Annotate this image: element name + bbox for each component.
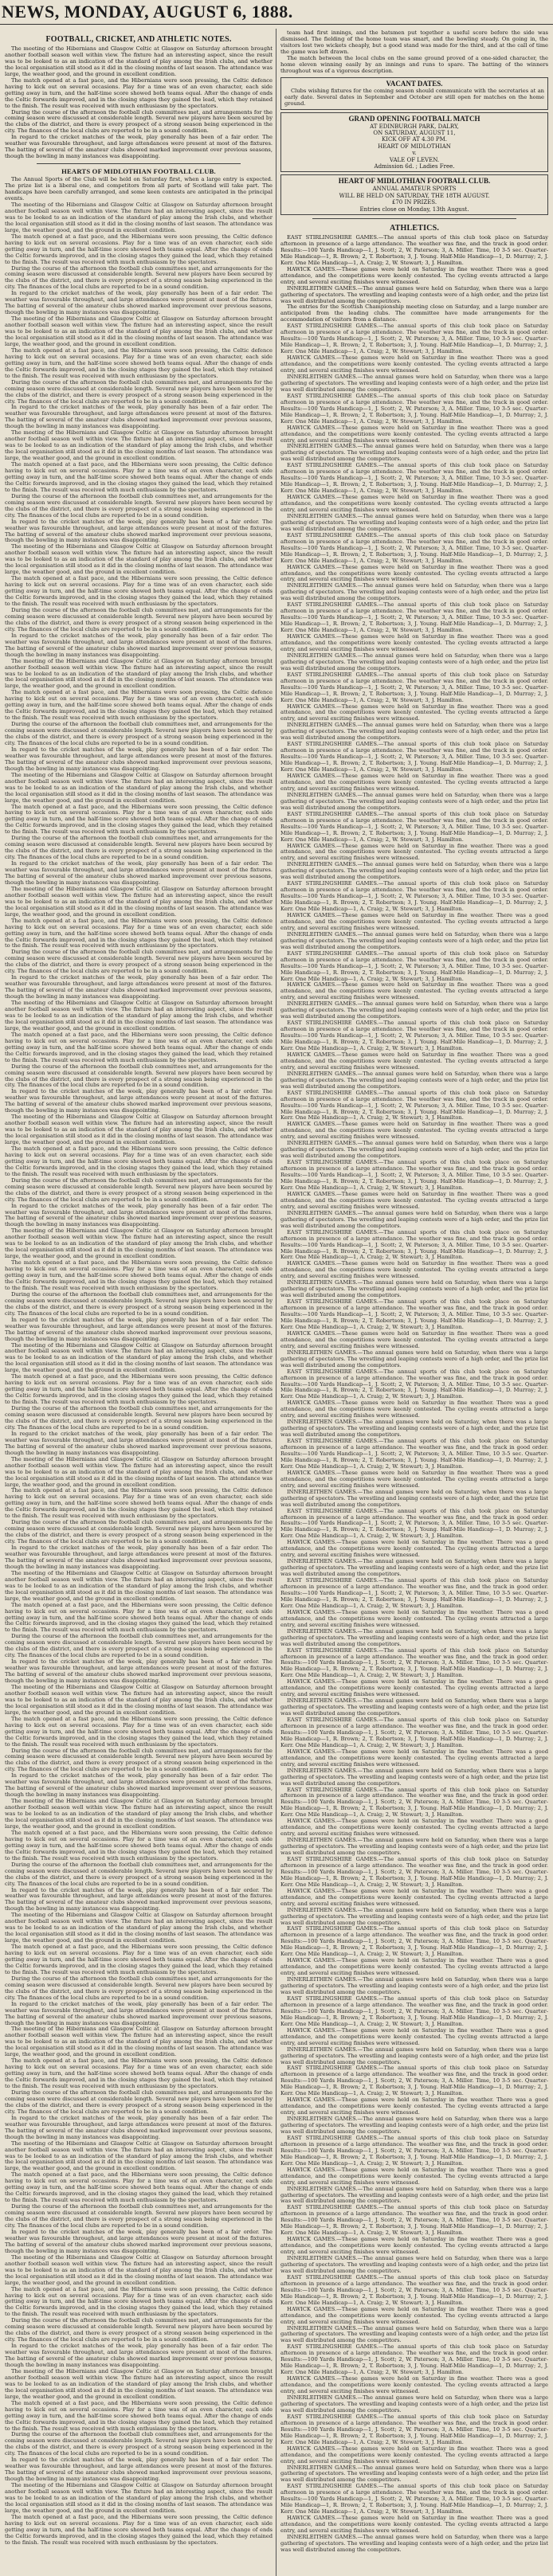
- article-paragraph: During the course of the afternoon the football club committees met, and arrangements for the coming season were discussed at considerable length. Several new players have been secured by the clubs of the district, and there is every prospect of a strong season being experienced in the city. The finances of the local clubs are reported to be in a sound condition.: [5, 492, 273, 519]
- article-paragraph: HAWICK GAMES.—These games were held on Saturday in fine weather. There was a good attendance, and the competitions were keenly contested. The cycling events attracted a large entry, and several exciting finishes were witnessed.: [280, 981, 548, 1001]
- article-paragraph: The meeting of the Hibernians and Glasgow Celtic at Glasgow on Saturday afternoon brought another football season well within view. The fixture had an interesting aspect, since the result was to be looked to as an indication of the standard of play among the Irish clubs, and whether the local organisation still stood as it did in the closing months of last season. The attendance was large, the weather good, and the ground in excellent condition.: [5, 2026, 273, 2058]
- article-paragraph: HAWICK GAMES.—These games were held on Saturday in fine weather. There was a good attendance, and the competitions were keenly contested. The cycling events attracted a large entry, and several exciting finishes were witnessed.: [280, 2445, 548, 2464]
- divider: [312, 218, 516, 219]
- notice-line: HEART OF MIDLOTHIAN: [378, 143, 451, 150]
- left-column-continuation: [5, 202, 273, 2547]
- notice-line: KICK OFF AT 4.30 PM.: [382, 136, 447, 143]
- article-paragraph: INNERLEITHEN GAMES.—The annual games were held on Saturday, when there was a large gathering of spectators. The wrestling and leaping contests were of a high order, and the prize list was well distributed among the competitors.: [280, 1000, 548, 1020]
- article-paragraph: The meeting of the Hibernians and Glasgow Celtic at Glasgow on Saturday afternoon brought another football season well within view. The fixture had an interesting aspect, since the result was to be looked to as an indication of the standard of play among the Irish clubs, and whether the local organisation still stood as it did in the closing months of last season. The attendance was large, the weather good, and the ground in excellent condition.: [5, 2482, 273, 2514]
- right-column-continuation: [280, 323, 548, 2554]
- article-paragraph: HAWICK GAMES.—These games were held on Saturday in fine weather. There was a good attendance, and the competitions were keenly contested. The cycling events attracted a large entry, and several exciting finishes were witnessed.: [280, 494, 548, 513]
- article-paragraph: EAST STIRLINGSHIRE GAMES.—The annual sports of this club took place on Saturday afternoon in presence of a large attendance. The weather was fine, and the track in good order. Results:—100 Yards Handicap—1, J. Scott; 2, W. Paterson; 3, A. Miller. Time, 10 3-5 sec. Quarter-Mile Handicap—1, R. Brown; 2, T. Robertson; 3, J. Young. Half-Mile Handicap—1, D. Murray; 2, J. Kerr. One Mile Handicap—1, A. Craig; 2, W. Stewart; 3, J. Hamilton.: [280, 392, 548, 425]
- article-paragraph: In regard to the cricket matches of the week, play generally has been of a fair order. The weather was favourable throughout, and large attendances were present at most of the fixtures. The batting of several of the amateur clubs showed marked improvement over previous seasons, though the bowling in many instances was disappointing.: [5, 1544, 273, 1570]
- notice-line: AT EDINBURGH PARK, DALRY,: [370, 123, 459, 130]
- notices: [280, 77, 548, 215]
- article-paragraph: The match opened at a fast pace, and the Hibernians were soon pressing, the Celtic defence having to kick out on several occasions. Play for a time was of an even character, each side getting away in turn, and the half-time score showed both teams equal. After the change of ends the Celtic forwards improved, and in the closing stages they gained the lead, which they retained to the finish. The result was received with much enthusiasm by the spectators.: [5, 2513, 273, 2546]
- article-paragraph: INNERLEITHEN GAMES.—The annual games were held on Saturday, when there was a large gathering of spectators. The wrestling and leaping contests were of a high order, and the prize list was well distributed among the competitors.: [280, 2046, 548, 2065]
- article-paragraph: The meeting of the Hibernians and Glasgow Celtic at Glasgow on Saturday afternoon brought another football season well within view. The fixture had an interesting aspect, since the result was to be looked to as an indication of the standard of play among the Irish clubs, and whether the local organisation still stood as it did in the closing months of last season. The attendance was large, the weather good, and the ground in excellent condition.: [5, 1798, 273, 1830]
- article-paragraph: INNERLEITHEN GAMES.—The annual games were held on Saturday, when there was a large gathering of spectators. The wrestling and leaping contests were of a high order, and the prize list was well distributed among the competitors.: [280, 1767, 548, 1787]
- article-paragraph: HAWICK GAMES.—These games were held on Saturday in fine weather. There was a good attendance, and the competitions were keenly contested. The cycling events attracted a large entry, and several exciting finishes were witnessed.: [280, 2515, 548, 2535]
- article-paragraph: EAST STIRLINGSHIRE GAMES.—The annual sports of this club took place on Saturday afternoon in presence of a large attendance. The weather was fine, and the track in good order. Results:—100 Yards Handicap—1, J. Scott; 2, W. Paterson; 3, A. Miller. Time, 10 3-5 sec. Quarter-Mile Handicap—1, R. Brown; 2, T. Robertson; 3, J. Young. Half-Mile Handicap—1, D. Murray; 2, J. Kerr. One Mile Handicap—1, A. Craig; 2, W. Stewart; 3, J. Hamilton.: [280, 2413, 548, 2445]
- article-paragraph: INNERLEITHEN GAMES.—The annual games were held on Saturday, when there was a large gathering of spectators. The wrestling and leaping contests were of a high order, and the prize list was well distributed among the competitors.: [280, 1697, 548, 1717]
- article-paragraph: HAWICK GAMES.—These games were held on Saturday in fine weather. There was a good attendance, and the competitions were keenly contested. The cycling events attracted a large entry, and several exciting finishes were witnessed.: [280, 1887, 548, 1907]
- article-paragraph: In regard to the cricket matches of the week, play generally has been of a fair order. The weather was favourable throughout, and large attendances were present at most of the fixtures. The batting of several of the amateur clubs showed marked improvement over previous seasons, though the bowling in many instances was disappointing.: [5, 1202, 273, 1228]
- article-paragraph: HAWICK GAMES.—These games were held on Saturday in fine weather. There was a good attendance, and the competitions were keenly contested. The cycling events attracted a large entry, and several exciting finishes were witnessed.: [280, 1539, 548, 1559]
- article-paragraph: EAST STIRLINGSHIRE GAMES.—The annual sports of this club took place on Saturday afternoon in presence of a large attendance. The weather was fine, and the track in good order. Results:—100 Yards Handicap—1, J. Scott; 2, W. Paterson; 3, A. Miller. Time, 10 3-5 sec. Quarter-Mile Handicap—1, R. Brown; 2, T. Robertson; 3, J. Young. Half-Mile Handicap—1, D. Murray; 2, J. Kerr. One Mile Handicap—1, A. Craig; 2, W. Stewart; 3, J. Hamilton.: [280, 1368, 548, 1400]
- article-paragraph: The match opened at a fast pace, and the Hibernians were soon pressing, the Celtic defence having to kick out on several occasions. Play for a time was of an even character, each side getting away in turn, and the half-time score showed both teams equal. After the change of ends the Celtic forwards improved, and in the closing stages they gained the lead, which they retained to the finish. The result was received with much enthusiasm by the spectators.: [5, 1715, 273, 1748]
- article-paragraph: HAWICK GAMES.—These games were held on Saturday in fine weather. There was a good attendance, and the competitions were keenly contested. The cycling events attracted a large entry, and several exciting finishes were witnessed.: [280, 2375, 548, 2395]
- article-paragraph: The match opened at a fast pace, and the Hibernians were soon pressing, the Celtic defence having to kick out on several occasions. Play for a time was of an even character, each side getting away in turn, and the half-time score showed both teams equal. After the change of ends the Celtic forwards improved, and in the closing stages they gained the lead, which they retained to the finish. The result was received with much enthusiasm by the spectators.: [5, 2171, 273, 2204]
- article-paragraph: INNERLEITHEN GAMES.—The annual games were held on Saturday, when there was a large gathering of spectators. The wrestling and leaping contests were of a high order, and the prize list was well distributed among the competitors.: [280, 1070, 548, 1090]
- article-paragraph: In regard to the cricket matches of the week, play generally has been of a fair order. The weather was favourable throughout, and large attendances were present at most of the fixtures. The batting of several of the amateur clubs showed marked improvement over previous seasons, though the bowling in many instances was disappointing.: [5, 974, 273, 1000]
- article-paragraph: INNERLEITHEN GAMES.—The annual games were held on Saturday, when there was a large gathering of spectators. The wrestling and leaping contests were of a high order, and the prize list was well distributed among the competitors.: [280, 1627, 548, 1647]
- article-paragraph: The match opened at a fast pace, and the Hibernians were soon pressing, the Celtic defence having to kick out on several occasions. Play for a time was of an even character, each side getting away in turn, and the half-time score showed both teams equal. After the change of ends the Celtic forwards improved, and in the closing stages they gained the lead, which they retained to the finish. The result was received with much enthusiasm by the spectators.: [5, 803, 273, 836]
- article-paragraph: HAWICK GAMES.—These games were held on Saturday in fine weather. There was a good attendance, and the competitions were keenly contested. The cycling events attracted a large entry, and several exciting finishes were witnessed.: [280, 2096, 548, 2116]
- article-paragraph: During the course of the afternoon the football club committees met, and arrangements for the coming season were discussed at considerable length. Several new players have been secured by the clubs of the district, and there is every prospect of a strong season being experienced in the city. The finances of the local clubs are reported to be in a sound condition.: [5, 2089, 273, 2115]
- article-paragraph: INNERLEITHEN GAMES.—The annual games were held on Saturday, when there was a large gathering of spectators. The wrestling and leaping contests were of a high order, and the prize list was well distributed among the competitors.: [280, 791, 548, 811]
- article-paragraph: HAWICK GAMES.—These games were held on Saturday in fine weather. There was a good attendance, and the competitions were keenly contested. The cycling events attracted a large entry, and several exciting finishes were witnessed.: [280, 633, 548, 652]
- article-paragraph: During the course of the afternoon the football club committees met, and arrangements for the coming season were discussed at considerable length. Several new players have been secured by the clubs of the district, and there is every prospect of a strong season being experienced in the city. The finances of the local clubs are reported to be in a sound condition.: [5, 1290, 273, 1317]
- article-paragraph: The meeting of the Hibernians and Glasgow Celtic at Glasgow on Saturday afternoon brought another football season well within view. The fixture had an interesting aspect, since the result was to be looked to as an indication of the standard of play among the Irish clubs, and whether the local organisation still stood as it did in the closing months of last season. The attendance was large, the weather good, and the ground in excellent condition.: [5, 885, 273, 918]
- article-paragraph: INNERLEITHEN GAMES.—The annual games were held on Saturday, when there was a large gathering of spectators. The wrestling and leaping contests were of a high order, and the prize list was well distributed among the competitors.: [280, 1209, 548, 1229]
- notice-line: Entries close on Monday, 13th August.: [359, 206, 469, 213]
- article-paragraph: The meeting of the Hibernians and Glasgow Celtic at Glasgow on Saturday afternoon brought another football season well within view. The fixture had an interesting aspect, since the result was to be looked to as an indication of the standard of play among the Irish clubs, and whether the local organisation still stood as it did in the closing months of last season. The attendance was large, the weather good, and the ground in excellent condition.: [5, 1227, 273, 1260]
- article-paragraph: In regard to the cricket matches of the week, play generally has been of a fair order. The weather was favourable throughout, and large attendances were present at most of the fixtures. The batting of several of the amateur clubs showed marked improvement over previous seasons, though the bowling in many instances was disappointing.: [5, 2343, 273, 2368]
- article-paragraph: EAST STIRLINGSHIRE GAMES.—The annual sports of this club took place on Saturday afternoon in presence of a large attendance. The weather was fine, and the track in good order. Results:—100 Yards Handicap—1, J. Scott; 2, W. Paterson; 3, A. Miller. Time, 10 3-5 sec. Quarter-Mile Handicap—1, R. Brown; 2, T. Robertson; 3, J. Young. Half-Mile Handicap—1, D. Murray; 2, J. Kerr. One Mile Handicap—1, A. Craig; 2, W. Stewart; 3, J. Hamilton.: [280, 1020, 548, 1051]
- article-paragraph: INNERLEITHEN GAMES.—The annual games were held on Saturday, when there was a large gathering of spectators. The wrestling and leaping contests were of a high order, and the prize list was well distributed among the competitors.: [280, 1279, 548, 1299]
- notice-text: Clubs wishing fixtures for the coming season should communicate with the secretaries at an early date. Several dates in September and October are still open for matches on the home ground.: [284, 87, 544, 107]
- article-paragraph: During the course of the afternoon the football club committees met, and arrangements for the coming season were discussed at considerable length. Several new players have been secured by the clubs of the district, and there is every prospect of a strong season being experienced in the city. The finances of the local clubs are reported to be in a sound condition.: [5, 1861, 273, 1887]
- article-paragraph: The match opened at a fast pace, and the Hibernians were soon pressing, the Celtic defence having to kick out on several occasions. Play for a time was of an even character, each side getting away in turn, and the half-time score showed both teams equal. After the change of ends the Celtic forwards improved, and in the closing stages they gained the lead, which they retained to the finish. The result was received with much enthusiasm by the spectators.: [5, 233, 273, 265]
- article-paragraph: In regard to the cricket matches of the week, play generally has been of a fair order. The weather was favourable throughout, and large attendances were present at most of the fixtures. The batting of several of the amateur clubs showed marked improvement over previous seasons, though the bowling in many instances was disappointing.: [5, 1316, 273, 1342]
- article-paragraph: During the course of the afternoon the football club committees met, and arrangements for the coming season were discussed at considerable length. Several new players have been secured by the clubs of the district, and there is every prospect of a strong season being experienced in the city. The finances of the local clubs are reported to be in a sound condition.: [5, 2431, 273, 2457]
- article-paragraph: INNERLEITHEN GAMES.—The annual games were held on Saturday, when there was a large gathering of spectators. The wrestling and leaping contests were of a high order, and the prize list was well distributed among the competitors.: [280, 2255, 548, 2274]
- article-paragraph: The match opened at a fast pace, and the Hibernians were soon pressing, the Celtic defence having to kick out on several occasions. Play for a time was of an even character, each side getting away in turn, and the half-time score showed both teams equal. After the change of ends the Celtic forwards improved, and in the closing stages they gained the lead, which they retained to the finish. The result was received with much enthusiasm by the spectators.: [5, 1031, 273, 1063]
- article-paragraph: The meeting of the Hibernians and Glasgow Celtic at Glasgow on Saturday afternoon brought another football season well within view. The fixture had an interesting aspect, since the result was to be looked to as an indication of the standard of play among the Irish clubs, and whether the local organisation still stood as it did in the closing months of last season. The attendance was large, the weather good, and the ground in excellent condition.: [5, 657, 273, 690]
- article-paragraph: HAWICK GAMES.—These games were held on Saturday in fine weather. There was a good attendance, and the competitions were keenly contested. The cycling events attracted a large entry, and several exciting finishes were witnessed.: [280, 354, 548, 374]
- article-paragraph: During the course of the afternoon the football club committees met, and arrangements for the coming season were discussed at considerable length. Several new players have been secured by the clubs of the district, and there is every prospect of a strong season being experienced in the city. The finances of the local clubs are reported to be in a sound condition.: [5, 378, 273, 405]
- article-paragraph: EAST STIRLINGSHIRE GAMES.—The annual sports of this club took place on Saturday afternoon in presence of a large attendance. The weather was fine, and the track in good order. Results:—100 Yards Handicap—1, J. Scott; 2, W. Paterson; 3, A. Miller. Time, 10 3-5 sec. Quarter-Mile Handicap—1, R. Brown; 2, T. Robertson; 3, J. Young. Half-Mile Handicap—1, D. Murray; 2, J. Kerr. One Mile Handicap—1, A. Craig; 2, W. Stewart; 3, J. Hamilton.: [280, 1438, 548, 1470]
- article-paragraph: INNERLEITHEN GAMES.—The annual games were held on Saturday, when there was a large gathering of spectators. The wrestling and leaping contests were of a high order, and the prize list was well distributed among the competitors.: [280, 2464, 548, 2484]
- article-paragraph: The meeting of the Hibernians and Glasgow Celtic at Glasgow on Saturday afternoon brought another football season well within view. The fixture had an interesting aspect, since the result was to be looked to as an indication of the standard of play among the Irish clubs, and whether the local organisation still stood as it did in the closing months of last season. The attendance was large, the weather good, and the ground in excellent condition.: [5, 2139, 273, 2172]
- article-paragraph: In regard to the cricket matches of the week, play generally has been of a fair order. The weather was favourable throughout, and large attendances were present at most of the fixtures. The batting of several of the amateur clubs showed marked improvement over previous seasons, though the bowling in many instances was disappointing.: [5, 290, 273, 316]
- article-paragraph: INNERLEITHEN GAMES.—The annual games were held on Saturday, when there was a large gathering of spectators. The wrestling and leaping contests were of a high order, and the prize list was well distributed among the competitors.: [280, 652, 548, 671]
- article-paragraph: EAST STIRLINGSHIRE GAMES.—The annual sports of this club took place on Saturday afternoon in presence of a large attendance. The weather was fine, and the track in good order. Results:—100 Yards Handicap—1, J. Scott; 2, W. Paterson; 3, A. Miller. Time, 10 3-5 sec. Quarter-Mile Handicap—1, R. Brown; 2, T. Robertson; 3, J. Young. Half-Mile Handicap—1, D. Murray; 2, J. Kerr. One Mile Handicap—1, A. Craig; 2, W. Stewart; 3, J. Hamilton.: [280, 1159, 548, 1191]
- article-paragraph: INNERLEITHEN GAMES.—The annual games were held on Saturday, when there was a large gathering of spectators. The wrestling and leaping contests were of a high order, and the prize list was well distributed among the competitors.: [280, 1837, 548, 1857]
- article-paragraph: HAWICK GAMES.—These games were held on Saturday in fine weather. There was a good attendance, and the competitions were keenly contested. The cycling events attracted a large entry, and several exciting finishes were witnessed.: [280, 563, 548, 583]
- article-paragraph: During the course of the afternoon the football club committees met, and arrangements for the coming season were discussed at considerable length. Several new players have been secured by the clubs of the district, and there is every prospect of a strong season being experienced in the city. The finances of the local clubs are reported to be in a sound condition.: [5, 1975, 273, 2001]
- article-paragraph: EAST STIRLINGSHIRE GAMES.—The annual sports of this club took place on Saturday afternoon in presence of a large attendance. The weather was fine, and the track in good order. Results:—100 Yards Handicap—1, J. Scott; 2, W. Paterson; 3, A. Miller. Time, 10 3-5 sec. Quarter-Mile Handicap—1, R. Brown; 2, T. Robertson; 3, J. Young. Half-Mile Handicap—1, D. Murray; 2, J. Kerr. One Mile Handicap—1, A. Craig; 2, W. Stewart; 3, J. Hamilton.: [280, 1577, 548, 1609]
- article-paragraph: The match opened at a fast pace, and the Hibernians were soon pressing, the Celtic defence having to kick out on several occasions. Play for a time was of an even character, each side getting away in turn, and the half-time score showed both teams equal. After the change of ends the Celtic forwards improved, and in the closing stages they gained the lead, which they retained to the finish. The result was received with much enthusiasm by the spectators.: [5, 1944, 273, 1975]
- notice-title: GRAND OPENING FOOTBALL MATCH: [348, 114, 480, 123]
- article-paragraph: The match opened at a fast pace, and the Hibernians were soon pressing, the Celtic defence having to kick out on several occasions. Play for a time was of an even character, each side getting away in turn, and the half-time score showed both teams equal. After the change of ends the Celtic forwards improved, and in the closing stages they gained the lead, which they retained to the finish. The result was received with much enthusiasm by the spectators.: [5, 1829, 273, 1862]
- article-paragraph: INNERLEITHEN GAMES.—The annual games were held on Saturday, when there was a large gathering of spectators. The wrestling and leaping contests were of a high order, and the prize list was well distributed among the competitors.: [280, 2116, 548, 2135]
- article-paragraph: EAST STIRLINGSHIRE GAMES.—The annual sports of this club took place on Saturday afternoon in presence of a large attendance. The weather was fine, and the track in good order. Results:—100 Yards Handicap—1, J. Scott; 2, W. Paterson; 3, A. Miller. Time, 10 3-5 sec. Quarter-Mile Handicap—1, R. Brown; 2, T. Robertson; 3, J. Young. Half-Mile Handicap—1, D. Murray; 2, J. Kerr. One Mile Handicap—1, A. Craig; 2, W. Stewart; 3, J. Hamilton.: [280, 323, 548, 355]
- notice-line: VALE OF LEVEN.: [389, 156, 440, 163]
- article-paragraph: During the course of the afternoon the football club committees met, and arrangements for the coming season were discussed at considerable length. Several new players have been secured by the clubs of the district, and there is every prospect of a strong season being experienced in the city. The finances of the local clubs are reported to be in a sound condition.: [5, 1747, 273, 1773]
- article-paragraph: EAST STIRLINGSHIRE GAMES.—The annual sports of this club took place on Saturday afternoon in presence of a large attendance. The weather was fine, and the track in good order. Results:—100 Yards Handicap—1, J. Scott; 2, W. Paterson; 3, A. Miller. Time, 10 3-5 sec. Quarter-Mile Handicap—1, R. Brown; 2, T. Robertson; 3, J. Young. Half-Mile Handicap—1, D. Murray; 2, J. Kerr. One Mile Handicap—1, A. Craig; 2, W. Stewart; 3, J. Hamilton.: [280, 741, 548, 773]
- article-paragraph: The match opened at a fast pace, and the Hibernians were soon pressing, the Celtic defence having to kick out on several occasions. Play for a time was of an even character, each side getting away in turn, and the half-time score showed both teams equal. After the change of ends the Celtic forwards improved, and in the closing stages they gained the lead, which they retained to the finish. The result was received with much enthusiasm by the spectators.: [5, 2285, 273, 2318]
- article-paragraph: During the course of the afternoon the football club committees met, and arrangements for the coming season were discussed at considerable length. Several new players have been secured by the clubs of the district, and there is every prospect of a strong season being experienced in the city. The finances of the local clubs are reported to be in a sound condition.: [5, 721, 273, 746]
- notice-line: Admission 6d. ; Ladies Free.: [374, 162, 455, 170]
- athletics-paragraph: HAWICK GAMES.—These games were held on Saturday in fine weather. There was a good attendance, and the competitions were keenly contested. The cycling events attracted a large entry, and several exciting finishes were witnessed.: [280, 265, 548, 285]
- article-paragraph: During the course of the afternoon the football club committees met, and arrangements for the coming season were discussed at considerable length. Several new players have been secured by the clubs of the district, and there is every prospect of a strong season being experienced in the city. The finances of the local clubs are reported to be in a sound condition.: [5, 1405, 273, 1431]
- article-paragraph: During the course of the afternoon the football club committees met, and arrangements for the coming season were discussed at considerable length. Several new players have been secured by the clubs of the district, and there is every prospect of a strong season being experienced in the city. The finances of the local clubs are reported to be in a sound condition.: [5, 606, 273, 632]
- article-paragraph: EAST STIRLINGSHIRE GAMES.—The annual sports of this club took place on Saturday afternoon in presence of a large attendance. The weather was fine, and the track in good order. Results:—100 Yards Handicap—1, J. Scott; 2, W. Paterson; 3, A. Miller. Time, 10 3-5 sec. Quarter-Mile Handicap—1, R. Brown; 2, T. Robertson; 3, J. Young. Half-Mile Handicap—1, D. Murray; 2, J. Kerr. One Mile Handicap—1, A. Craig; 2, W. Stewart; 3, J. Hamilton.: [280, 2273, 548, 2306]
- article-paragraph: INNERLEITHEN GAMES.—The annual games were held on Saturday, when there was a large gathering of spectators. The wrestling and leaping contests were of a high order, and the prize list was well distributed among the competitors.: [280, 1976, 548, 1996]
- notice-box: [280, 77, 548, 110]
- article-paragraph: The match opened at a fast pace, and the Hibernians were soon pressing, the Celtic defence having to kick out on several occasions. Play for a time was of an even character, each side getting away in turn, and the half-time score showed both teams equal. After the change of ends the Celtic forwards improved, and in the closing stages they gained the lead, which they retained to the finish. The result was received with much enthusiasm by the spectators.: [5, 1145, 273, 1177]
- article-paragraph: EAST STIRLINGSHIRE GAMES.—The annual sports of this club took place on Saturday afternoon in presence of a large attendance. The weather was fine, and the track in good order. Results:—100 Yards Handicap—1, J. Scott; 2, W. Paterson; 3, A. Miller. Time, 10 3-5 sec. Quarter-Mile Handicap—1, R. Brown; 2, T. Robertson; 3, J. Young. Half-Mile Handicap—1, D. Murray; 2, J. Kerr. One Mile Handicap—1, A. Craig; 2, W. Stewart; 3, J. Hamilton.: [280, 2483, 548, 2515]
- article-paragraph: HAWICK GAMES.—These games were held on Saturday in fine weather. There was a good attendance, and the competitions were keenly contested. The cycling events attracted a large entry, and several exciting finishes were witnessed.: [280, 842, 548, 862]
- article-paragraph: HAWICK GAMES.—These games were held on Saturday in fine weather. There was a good attendance, and the competitions were keenly contested. The cycling events attracted a large entry, and several exciting finishes were witnessed.: [280, 1469, 548, 1489]
- article-paragraph: INNERLEITHEN GAMES.—The annual games were held on Saturday, when there was a large gathering of spectators. The wrestling and leaping contests were of a high order, and the prize list was well distributed among the competitors.: [280, 1906, 548, 1926]
- article-paragraph: The meeting of the Hibernians and Glasgow Celtic at Glasgow on Saturday afternoon brought another football season well within view. The fixture had an interesting aspect, since the result was to be looked to as an indication of the standard of play among the Irish clubs, and whether the local organisation still stood as it did in the closing months of last season. The attendance was large, the weather good, and the ground in excellent condition.: [5, 1684, 273, 1716]
- hearts-heading: HEARTS OF MIDLOTHIAN FOOTBALL CLUB.: [61, 167, 216, 176]
- article-paragraph: INNERLEITHEN GAMES.—The annual games were held on Saturday, when there was a large gathering of spectators. The wrestling and leaping contests were of a high order, and the prize list was well distributed among the competitors.: [280, 443, 548, 463]
- article-paragraph: The meeting of the Hibernians and Glasgow Celtic at Glasgow on Saturday afternoon brought another football season well within view. The fixture had an interesting aspect, since the result was to be looked to as an indication of the standard of play among the Irish clubs, and whether the local organisation still stood as it did in the closing months of last season. The attendance was large, the weather good, and the ground in excellent condition.: [5, 45, 273, 77]
- article-paragraph: EAST STIRLINGSHIRE GAMES.—The annual sports of this club took place on Saturday afternoon in presence of a large attendance. The weather was fine, and the track in good order. Results:—100 Yards Handicap—1, J. Scott; 2, W. Paterson; 3, A. Miller. Time, 10 3-5 sec. Quarter-Mile Handicap—1, R. Brown; 2, T. Robertson; 3, J. Young. Half-Mile Handicap—1, D. Murray; 2, J. Kerr. One Mile Handicap—1, A. Craig; 2, W. Stewart; 3, J. Hamilton.: [280, 601, 548, 634]
- article-paragraph: EAST STIRLINGSHIRE GAMES.—The annual sports of this club took place on Saturday afternoon in presence of a large attendance. The weather was fine, and the track in good order. Results:—100 Yards Handicap—1, J. Scott; 2, W. Paterson; 3, A. Miller. Time, 10 3-5 sec. Quarter-Mile Handicap—1, R. Brown; 2, T. Robertson; 3, J. Young. Half-Mile Handicap—1, D. Murray; 2, J. Kerr. One Mile Handicap—1, A. Craig; 2, W. Stewart; 3, J. Hamilton.: [280, 1717, 548, 1748]
- article-paragraph: The Annual Sports of the Club will be held on Saturday first, when a large entry is expected. The prize list is a liberal one, and competitors from all parts of Scotland will take part. The handicaps have been carefully arranged, and some keen contests are anticipated in the principal events.: [5, 176, 273, 202]
- article-paragraph: The match opened at a fast pace, and the Hibernians were soon pressing, the Celtic defence having to kick out on several occasions. Play for a time was of an even character, each side getting away in turn, and the half-time score showed both teams equal. After the change of ends the Celtic forwards improved, and in the closing stages they gained the lead, which they retained to the finish. The result was received with much enthusiasm by the spectators.: [5, 689, 273, 722]
- article-paragraph: INNERLEITHEN GAMES.—The annual games were held on Saturday, when there was a large gathering of spectators. The wrestling and leaping contests were of a high order, and the prize list was well distributed among the competitors.: [280, 373, 548, 393]
- article-paragraph: The match opened at a fast pace, and the Hibernians were soon pressing, the Celtic defence having to kick out on several occasions. Play for a time was of an even character, each side getting away in turn, and the half-time score showed both teams equal. After the change of ends the Celtic forwards improved, and in the closing stages they gained the lead, which they retained to the finish. The result was received with much enthusiasm by the spectators.: [5, 2057, 273, 2090]
- article-paragraph: During the course of the afternoon the football club committees met, and arrangements for the coming season were discussed at considerable length. Several new players have been secured by the clubs of the district, and there is every prospect of a strong season being experienced in the city. The finances of the local clubs are reported to be in a sound condition.: [5, 1519, 273, 1545]
- athletics-paragraph: INNERLEITHEN GAMES.—The annual games were held on Saturday, when there was a large gathering of spectators. The wrestling and leaping contests were of a high order, and the prize list was well distributed among the competitors.: [280, 284, 548, 304]
- article-paragraph: During the course of the afternoon the football club committees met, and arrangements for the coming season were discussed at considerable length. Several new players have been secured by the clubs of the district, and there is every prospect of a strong season being experienced in the city. The finances of the local clubs are reported to be in a sound condition.: [5, 1633, 273, 1659]
- article-paragraph: During the course of the afternoon the football club committees met, and arrangements for the coming season were discussed at considerable length. Several new players have been secured by the clubs of the district, and there is every prospect of a strong season being experienced in the city. The finances of the local clubs are reported to be in a sound condition.: [5, 264, 273, 291]
- article-paragraph: EAST STIRLINGSHIRE GAMES.—The annual sports of this club took place on Saturday afternoon in presence of a large attendance. The weather was fine, and the track in good order. Results:—100 Yards Handicap—1, J. Scott; 2, W. Paterson; 3, A. Miller. Time, 10 3-5 sec. Quarter-Mile Handicap—1, R. Brown; 2, T. Robertson; 3, J. Young. Half-Mile Handicap—1, D. Murray; 2, J. Kerr. One Mile Handicap—1, A. Craig; 2, W. Stewart; 3, J. Hamilton.: [280, 2204, 548, 2237]
- article-paragraph: INNERLEITHEN GAMES.—The annual games were held on Saturday, when there was a large gathering of spectators. The wrestling and leaping contests were of a high order, and the prize list was well distributed among the competitors.: [280, 582, 548, 602]
- article-paragraph: HAWICK GAMES.—These games were held on Saturday in fine weather. There was a good attendance, and the competitions were keenly contested. The cycling events attracted a large entry, and several exciting finishes were witnessed.: [280, 703, 548, 722]
- article-paragraph: EAST STIRLINGSHIRE GAMES.—The annual sports of this club took place on Saturday afternoon in presence of a large attendance. The weather was fine, and the track in good order. Results:—100 Yards Handicap—1, J. Scott; 2, W. Paterson; 3, A. Miller. Time, 10 3-5 sec. Quarter-Mile Handicap—1, R. Brown; 2, T. Robertson; 3, J. Young. Half-Mile Handicap—1, D. Murray; 2, J. Kerr. One Mile Handicap—1, A. Craig; 2, W. Stewart; 3, J. Hamilton.: [280, 1995, 548, 2027]
- article-paragraph: EAST STIRLINGSHIRE GAMES.—The annual sports of this club took place on Saturday afternoon in presence of a large attendance. The weather was fine, and the track in good order. Results:—100 Yards Handicap—1, J. Scott; 2, W. Paterson; 3, A. Miller. Time, 10 3-5 sec. Quarter-Mile Handicap—1, R. Brown; 2, T. Robertson; 3, J. Young. Half-Mile Handicap—1, D. Murray; 2, J. Kerr. One Mile Handicap—1, A. Craig; 2, W. Stewart; 3, J. Hamilton.: [280, 1228, 548, 1261]
- article-paragraph: EAST STIRLINGSHIRE GAMES.—The annual sports of this club took place on Saturday afternoon in presence of a large attendance. The weather was fine, and the track in good order. Results:—100 Yards Handicap—1, J. Scott; 2, W. Paterson; 3, A. Miller. Time, 10 3-5 sec. Quarter-Mile Handicap—1, R. Brown; 2, T. Robertson; 3, J. Young. Half-Mile Handicap—1, D. Murray; 2, J. Kerr. One Mile Handicap—1, A. Craig; 2, W. Stewart; 3, J. Hamilton.: [280, 2065, 548, 2097]
- article-paragraph: EAST STIRLINGSHIRE GAMES.—The annual sports of this club took place on Saturday afternoon in presence of a large attendance. The weather was fine, and the track in good order. Results:—100 Yards Handicap—1, J. Scott; 2, W. Paterson; 3, A. Miller. Time, 10 3-5 sec. Quarter-Mile Handicap—1, R. Brown; 2, T. Robertson; 3, J. Young. Half-Mile Handicap—1, D. Murray; 2, J. Kerr. One Mile Handicap—1, A. Craig; 2, W. Stewart; 3, J. Hamilton.: [280, 810, 548, 843]
- article-paragraph: The match opened at a fast pace, and the Hibernians were soon pressing, the Celtic defence having to kick out on several occasions. Play for a time was of an even character, each side getting away in turn, and the half-time score showed both teams equal. After the change of ends the Celtic forwards improved, and in the closing stages they gained the lead, which they retained to the finish. The result was received with much enthusiasm by the spectators.: [5, 917, 273, 949]
- article-paragraph: HAWICK GAMES.—These games were held on Saturday in fine weather. There was a good attendance, and the competitions were keenly contested. The cycling events attracted a large entry, and several exciting finishes were witnessed.: [280, 1748, 548, 1768]
- article-paragraph: The match opened at a fast pace, and the Hibernians were soon pressing, the Celtic defence having to kick out on several occasions. Play for a time was of an even character, each side getting away in turn, and the half-time score showed both teams equal. After the change of ends the Celtic forwards improved, and in the closing stages they gained the lead, which they retained to the finish. The result was received with much enthusiasm by the spectators.: [5, 1601, 273, 1634]
- article-paragraph: In regard to the cricket matches of the week, play generally has been of a fair order. The weather was favourable throughout, and large attendances were present at most of the fixtures. The batting of several of the amateur clubs showed marked improvement over previous seasons, though the bowling in many instances was disappointing.: [5, 860, 273, 886]
- article-paragraph: HAWICK GAMES.—These games were held on Saturday in fine weather. There was a good attendance, and the competitions were keenly contested. The cycling events attracted a large entry, and several exciting finishes were witnessed.: [280, 2026, 548, 2046]
- article-paragraph: HAWICK GAMES.—These games were held on Saturday in fine weather. There was a good attendance, and the competitions were keenly contested. The cycling events attracted a large entry, and several exciting finishes were witnessed.: [280, 1190, 548, 1210]
- athletics-body: [280, 235, 548, 304]
- article-paragraph: The meeting of the Hibernians and Glasgow Celtic at Glasgow on Saturday afternoon brought another football season well within view. The fixture had an interesting aspect, since the result was to be looked to as an indication of the standard of play among the Irish clubs, and whether the local organisation still stood as it did in the closing months of last season. The attendance was large, the weather good, and the ground in excellent condition.: [5, 315, 273, 347]
- divider: [37, 163, 241, 164]
- article-paragraph: HAWICK GAMES.—These games were held on Saturday in fine weather. There was a good attendance, and the competitions were keenly contested. The cycling events attracted a large entry, and several exciting finishes were witnessed.: [280, 911, 548, 931]
- article-paragraph: During the course of the afternoon the football club committees met, and arrangements for the coming season were discussed at considerable length. Several new players have been secured by the clubs of the district, and there is every prospect of a strong season being experienced in the city. The finances of the local clubs are reported to be in a sound condition.: [5, 2317, 273, 2343]
- article-paragraph: HAWICK GAMES.—These games were held on Saturday in fine weather. There was a good attendance, and the competitions were keenly contested. The cycling events attracted a large entry, and several exciting finishes were witnessed.: [280, 1260, 548, 1280]
- article-paragraph: HAWICK GAMES.—These games were held on Saturday in fine weather. There was a good attendance, and the competitions were keenly contested. The cycling events attracted a large entry, and several exciting finishes were witnessed.: [280, 1400, 548, 1419]
- masthead: [0, 0, 553, 25]
- article-paragraph: In regard to the cricket matches of the week, play generally has been of a fair order. The weather was favourable throughout, and large attendances were present at most of the fixtures. The batting of several of the amateur clubs showed marked improvement over previous seasons, though the bowling in many instances was disappointing.: [5, 404, 273, 430]
- article-paragraph: The match opened at a fast pace, and the Hibernians were soon pressing, the Celtic defence having to kick out on several occasions. Play for a time was of an even character, each side getting away in turn, and the half-time score showed both teams equal. After the change of ends the Celtic forwards improved, and in the closing stages they gained the lead, which they retained to the finish. The result was received with much enthusiasm by the spectators.: [5, 2399, 273, 2432]
- article-paragraph: The match opened at a fast pace, and the Hibernians were soon pressing, the Celtic defence having to kick out on several occasions. Play for a time was of an even character, each side getting away in turn, and the half-time score showed both teams equal. After the change of ends the Celtic forwards improved, and in the closing stages they gained the lead, which they retained to the finish. The result was received with much enthusiasm by the spectators.: [5, 346, 273, 379]
- article-paragraph: The entries for the Scottish Championship meeting close on Saturday, and a large number are anticipated from the leading clubs. The committee have made arrangements for the accommodation of visitors from a distance.: [280, 303, 548, 323]
- article-paragraph: INNERLEITHEN GAMES.—The annual games were held on Saturday, when there was a large gathering of spectators. The wrestling and leaping contests were of a high order, and the prize list was well distributed among the competitors.: [280, 2533, 548, 2553]
- article-paragraph: EAST STIRLINGSHIRE GAMES.—The annual sports of this club took place on Saturday afternoon in presence of a large attendance. The weather was fine, and the track in good order. Results:—100 Yards Handicap—1, J. Scott; 2, W. Paterson; 3, A. Miller. Time, 10 3-5 sec. Quarter-Mile Handicap—1, R. Brown; 2, T. Robertson; 3, J. Young. Half-Mile Handicap—1, D. Murray; 2, J. Kerr. One Mile Handicap—1, A. Craig; 2, W. Stewart; 3, J. Hamilton.: [280, 671, 548, 703]
- article-paragraph: In regard to the cricket matches of the week, play generally has been of a fair order. The weather was favourable throughout, and large attendances were present at most of the fixtures. The batting of several of the amateur clubs showed marked improvement over previous seasons, though the bowling in many instances was disappointing.: [5, 1772, 273, 1799]
- article-paragraph: The meeting of the Hibernians and Glasgow Celtic at Glasgow on Saturday afternoon brought another football season well within view. The fixture had an interesting aspect, since the result was to be looked to as an indication of the standard of play among the Irish clubs, and whether the local organisation still stood as it did in the closing months of last season. The attendance was large, the weather good, and the ground in excellent condition.: [5, 543, 273, 576]
- article-paragraph: HAWICK GAMES.—These games were held on Saturday in fine weather. There was a good attendance, and the competitions were keenly contested. The cycling events attracted a large entry, and several exciting finishes were witnessed.: [280, 1121, 548, 1141]
- notice-line: £70 IN PRIZES.: [391, 199, 437, 206]
- article-paragraph: In regard to the cricket matches of the week, play generally has been of a fair order. The weather was favourable throughout, and large attendances were present at most of the fixtures. The batting of several of the amateur clubs showed marked improvement over previous seasons, though the bowling in many instances was disappointing.: [5, 632, 273, 658]
- article-paragraph: HAWICK GAMES.—These games were held on Saturday in fine weather. There was a good attendance, and the competitions were keenly contested. The cycling events attracted a large entry, and several exciting finishes were witnessed.: [280, 1051, 548, 1071]
- article-paragraph: EAST STIRLINGSHIRE GAMES.—The annual sports of this club took place on Saturday afternoon in presence of a large attendance. The weather was fine, and the track in good order. Results:—100 Yards Handicap—1, J. Scott; 2, W. Paterson; 3, A. Miller. Time, 10 3-5 sec. Quarter-Mile Handicap—1, R. Brown; 2, T. Robertson; 3, J. Young. Half-Mile Handicap—1, D. Murray; 2, J. Kerr. One Mile Handicap—1, A. Craig; 2, W. Stewart; 3, J. Hamilton.: [280, 2134, 548, 2167]
- article-paragraph: INNERLEITHEN GAMES.—The annual games were held on Saturday, when there was a large gathering of spectators. The wrestling and leaping contests were of a high order, and the prize list was well distributed among the competitors.: [280, 2394, 548, 2414]
- article-paragraph: INNERLEITHEN GAMES.—The annual games were held on Saturday, when there was a large gathering of spectators. The wrestling and leaping contests were of a high order, and the prize list was well distributed among the competitors.: [280, 2185, 548, 2205]
- article-paragraph: The match opened at a fast pace, and the Hibernians were soon pressing, the Celtic defence having to kick out on several occasions. Play for a time was of an even character, each side getting away in turn, and the half-time score showed both teams equal. After the change of ends the Celtic forwards improved, and in the closing stages they gained the lead, which they retained to the finish. The result was received with much enthusiasm by the spectators.: [5, 461, 273, 493]
- article-paragraph: EAST STIRLINGSHIRE GAMES.—The annual sports of this club took place on Saturday afternoon in presence of a large attendance. The weather was fine, and the track in good order. Results:—100 Yards Handicap—1, J. Scott; 2, W. Paterson; 3, A. Miller. Time, 10 3-5 sec. Quarter-Mile Handicap—1, R. Brown; 2, T. Robertson; 3, J. Young. Half-Mile Handicap—1, D. Murray; 2, J. Kerr. One Mile Handicap—1, A. Craig; 2, W. Stewart; 3, J. Hamilton.: [280, 1786, 548, 1818]
- article-paragraph: HAWICK GAMES.—These games were held on Saturday in fine weather. There was a good attendance, and the competitions were keenly contested. The cycling events attracted a large entry, and several exciting finishes were witnessed.: [280, 2305, 548, 2325]
- article-paragraph: The meeting of the Hibernians and Glasgow Celtic at Glasgow on Saturday afternoon brought another football season well within view. The fixture had an interesting aspect, since the result was to be looked to as an indication of the standard of play among the Irish clubs, and whether the local organisation still stood as it did in the closing months of last season. The attendance was large, the weather good, and the ground in excellent condition.: [5, 1000, 273, 1032]
- notice-line: ANNUAL AMATEUR SPORTS: [372, 186, 457, 193]
- article-paragraph: In regard to the cricket matches of the week, play generally has been of a fair order. The weather was favourable throughout, and large attendances were present at most of the fixtures. The batting of several of the amateur clubs showed marked improvement over previous seasons, though the bowling in many instances was disappointing.: [5, 1658, 273, 1685]
- article-paragraph: The match opened at a fast pace, and the Hibernians were soon pressing, the Celtic defence having to kick out on several occasions. Play for a time was of an even character, each side getting away in turn, and the half-time score showed both teams equal. After the change of ends the Celtic forwards improved, and in the closing stages they gained the lead, which they retained to the finish. The result was received with much enthusiasm by the spectators.: [5, 1487, 273, 1520]
- article-paragraph: EAST STIRLINGSHIRE GAMES.—The annual sports of this club took place on Saturday afternoon in presence of a large attendance. The weather was fine, and the track in good order. Results:—100 Yards Handicap—1, J. Scott; 2, W. Paterson; 3, A. Miller. Time, 10 3-5 sec. Quarter-Mile Handicap—1, R. Brown; 2, T. Robertson; 3, J. Young. Half-Mile Handicap—1, D. Murray; 2, J. Kerr. One Mile Handicap—1, A. Craig; 2, W. Stewart; 3, J. Hamilton.: [280, 1298, 548, 1330]
- article-paragraph: EAST STIRLINGSHIRE GAMES.—The annual sports of this club took place on Saturday afternoon in presence of a large attendance. The weather was fine, and the track in good order. Results:—100 Yards Handicap—1, J. Scott; 2, W. Paterson; 3, A. Miller. Time, 10 3-5 sec. Quarter-Mile Handicap—1, R. Brown; 2, T. Robertson; 3, J. Young. Half-Mile Handicap—1, D. Murray; 2, J. Kerr. One Mile Handicap—1, A. Craig; 2, W. Stewart; 3, J. Hamilton.: [280, 531, 548, 564]
- article-paragraph: EAST STIRLINGSHIRE GAMES.—The annual sports of this club took place on Saturday afternoon in presence of a large attendance. The weather was fine, and the track in good order. Results:—100 Yards Handicap—1, J. Scott; 2, W. Paterson; 3, A. Miller. Time, 10 3-5 sec. Quarter-Mile Handicap—1, R. Brown; 2, T. Robertson; 3, J. Young. Half-Mile Handicap—1, D. Murray; 2, J. Kerr. One Mile Handicap—1, A. Craig; 2, W. Stewart; 3, J. Hamilton.: [280, 1856, 548, 1888]
- article-paragraph: INNERLEITHEN GAMES.—The annual games were held on Saturday, when there was a large gathering of spectators. The wrestling and leaping contests were of a high order, and the prize list was well distributed among the competitors.: [280, 1140, 548, 1160]
- article-paragraph: During the course of the afternoon the football club committees met, and arrangements for the coming season were discussed at considerable length. Several new players have been secured by the clubs of the district, and there is every prospect of a strong season being experienced in the city. The finances of the local clubs are reported to be in a sound condition.: [5, 2203, 273, 2230]
- notice-title: HEART OF MIDLOTHIAN FOOTBALL CLUB.: [338, 177, 491, 186]
- notice-line: WILL BE HELD ON SATURDAY, THE 18TH AUGUST.: [339, 192, 490, 199]
- article-paragraph: In regard to the cricket matches of the week, play generally has been of a fair order. The weather was favourable throughout, and large attendances were present at most of the fixtures. The batting of several of the amateur clubs showed marked improvement over previous seasons, though the bowling in many instances was disappointing.: [5, 2457, 273, 2483]
- article-paragraph: The meeting of the Hibernians and Glasgow Celtic at Glasgow on Saturday afternoon brought another football season well within view. The fixture had an interesting aspect, since the result was to be looked to as an indication of the standard of play among the Irish clubs, and whether the local organisation still stood as it did in the closing months of last season. The attendance was large, the weather good, and the ground in excellent condition.: [5, 201, 273, 233]
- article-paragraph: INNERLEITHEN GAMES.—The annual games were held on Saturday, when there was a large gathering of spectators. The wrestling and leaping contests were of a high order, and the prize list was well distributed among the competitors.: [280, 512, 548, 532]
- article-paragraph: The match opened at a fast pace, and the Hibernians were soon pressing, the Celtic defence having to kick out on several occasions. Play for a time was of an even character, each side getting away in turn, and the half-time score showed both teams equal. After the change of ends the Celtic forwards improved, and in the closing stages they gained the lead, which they retained to the finish. The result was received with much enthusiasm by the spectators.: [5, 1373, 273, 1406]
- right-footer: [280, 304, 548, 323]
- article-paragraph: HAWICK GAMES.—These games were held on Saturday in fine weather. There was a good attendance, and the competitions were keenly contested. The cycling events attracted a large entry, and several exciting finishes were witnessed.: [280, 2166, 548, 2186]
- article-paragraph: The meeting of the Hibernians and Glasgow Celtic at Glasgow on Saturday afternoon brought another football season well within view. The fixture had an interesting aspect, since the result was to be looked to as an indication of the standard of play among the Irish clubs, and whether the local organisation still stood as it did in the closing months of last season. The attendance was large, the weather good, and the ground in excellent condition.: [5, 771, 273, 804]
- article-paragraph: The meeting of the Hibernians and Glasgow Celtic at Glasgow on Saturday afternoon brought another football season well within view. The fixture had an interesting aspect, since the result was to be looked to as an indication of the standard of play among the Irish clubs, and whether the local organisation still stood as it did in the closing months of last season. The attendance was large, the weather good, and the ground in excellent condition.: [5, 1569, 273, 1602]
- masthead-title: NEWS, MONDAY, AUGUST 6, 1888.: [2, 2, 293, 22]
- right-article-body: [280, 30, 548, 75]
- article-paragraph: INNERLEITHEN GAMES.—The annual games were held on Saturday, when there was a large gathering of spectators. The wrestling and leaping contests were of a high order, and the prize list was well distributed among the competitors.: [280, 1349, 548, 1368]
- article-paragraph: HAWICK GAMES.—These games were held on Saturday in fine weather. There was a good attendance, and the competitions were keenly contested. The cycling events attracted a large entry, and several exciting finishes were witnessed.: [280, 1608, 548, 1628]
- left-column: [5, 30, 273, 2547]
- article-paragraph: team had first innings, and the batsmen put together a useful score before the side was dismissed. The fielding of the home team was smart, and the bowling steady. On going in, the visitors lost two wickets cheaply, but a good stand was made for the third, and at the call of time the game was left drawn.: [280, 29, 548, 55]
- article-paragraph: The match opened at a fast pace, and the Hibernians were soon pressing, the Celtic defence having to kick out on several occasions. Play for a time was of an even character, each side getting away in turn, and the half-time score showed both teams equal. After the change of ends the Celtic forwards improved, and in the closing stages they gained the lead, which they retained to the finish. The result was received with much enthusiasm by the spectators.: [5, 76, 273, 109]
- article-paragraph: INNERLEITHEN GAMES.—The annual games were held on Saturday, when there was a large gathering of spectators. The wrestling and leaping contests were of a high order, and the prize list was well distributed among the competitors.: [280, 930, 548, 950]
- article-paragraph: The match opened at a fast pace, and the Hibernians were soon pressing, the Celtic defence having to kick out on several occasions. Play for a time was of an even character, each side getting away in turn, and the half-time score showed both teams equal. After the change of ends the Celtic forwards improved, and in the closing stages they gained the lead, which they retained to the finish. The result was received with much enthusiasm by the spectators.: [5, 575, 273, 608]
- football-notes-heading: FOOTBALL, CRICKET, AND ATHLETIC NOTES.: [45, 35, 232, 44]
- article-paragraph: During the course of the afternoon the football club committees met, and arrangements for the coming season were discussed at considerable length. Several new players have been secured by the clubs of the district, and there is every prospect of a strong season being experienced in the city. The finances of the local clubs are reported to be in a sound condition.: [5, 835, 273, 861]
- article-paragraph: The meeting of the Hibernians and Glasgow Celtic at Glasgow on Saturday afternoon brought another football season well within view. The fixture had an interesting aspect, since the result was to be looked to as an indication of the standard of play among the Irish clubs, and whether the local organisation still stood as it did in the closing months of last season. The attendance was large, the weather good, and the ground in excellent condition.: [5, 2253, 273, 2286]
- article-paragraph: HAWICK GAMES.—These games were held on Saturday in fine weather. There was a good attendance, and the competitions were keenly contested. The cycling events attracted a large entry, and several exciting finishes were witnessed.: [280, 2236, 548, 2256]
- right-column: [280, 30, 548, 2554]
- article-paragraph: EAST STIRLINGSHIRE GAMES.—The annual sports of this club took place on Saturday afternoon in presence of a large attendance. The weather was fine, and the track in good order. Results:—100 Yards Handicap—1, J. Scott; 2, W. Paterson; 3, A. Miller. Time, 10 3-5 sec. Quarter-Mile Handicap—1, R. Brown; 2, T. Robertson; 3, J. Young. Half-Mile Handicap—1, D. Murray; 2, J. Kerr. One Mile Handicap—1, A. Craig; 2, W. Stewart; 3, J. Hamilton.: [280, 1089, 548, 1122]
- article-paragraph: HAWICK GAMES.—These games were held on Saturday in fine weather. There was a good attendance, and the competitions were keenly contested. The cycling events attracted a large entry, and several exciting finishes were witnessed.: [280, 1678, 548, 1698]
- article-paragraph: EAST STIRLINGSHIRE GAMES.—The annual sports of this club took place on Saturday afternoon in presence of a large attendance. The weather was fine, and the track in good order. Results:—100 Yards Handicap—1, J. Scott; 2, W. Paterson; 3, A. Miller. Time, 10 3-5 sec. Quarter-Mile Handicap—1, R. Brown; 2, T. Robertson; 3, J. Young. Half-Mile Handicap—1, D. Murray; 2, J. Kerr. One Mile Handicap—1, A. Craig; 2, W. Stewart; 3, J. Hamilton.: [280, 949, 548, 982]
- article-paragraph: In regard to the cricket matches of the week, play generally has been of a fair order. The weather was favourable throughout, and large attendances were present at most of the fixtures. The batting of several of the amateur clubs showed marked improvement over previous seasons, though the bowling in many instances was disappointing.: [5, 2000, 273, 2026]
- article-paragraph: EAST STIRLINGSHIRE GAMES.—The annual sports of this club took place on Saturday afternoon in presence of a large attendance. The weather was fine, and the track in good order. Results:—100 Yards Handicap—1, J. Scott; 2, W. Paterson; 3, A. Miller. Time, 10 3-5 sec. Quarter-Mile Handicap—1, R. Brown; 2, T. Robertson; 3, J. Young. Half-Mile Handicap—1, D. Murray; 2, J. Kerr. One Mile Handicap—1, A. Craig; 2, W. Stewart; 3, J. Hamilton.: [280, 880, 548, 913]
- article-paragraph: EAST STIRLINGSHIRE GAMES.—The annual sports of this club took place on Saturday afternoon in presence of a large attendance. The weather was fine, and the track in good order. Results:—100 Yards Handicap—1, J. Scott; 2, W. Paterson; 3, A. Miller. Time, 10 3-5 sec. Quarter-Mile Handicap—1, R. Brown; 2, T. Robertson; 3, J. Young. Half-Mile Handicap—1, D. Murray; 2, J. Kerr. One Mile Handicap—1, A. Craig; 2, W. Stewart; 3, J. Hamilton.: [280, 462, 548, 495]
- article-paragraph: The meeting of the Hibernians and Glasgow Celtic at Glasgow on Saturday afternoon brought another football season well within view. The fixture had an interesting aspect, since the result was to be looked to as an indication of the standard of play among the Irish clubs, and whether the local organisation still stood as it did in the closing months of last season. The attendance was large, the weather good, and the ground in excellent condition.: [5, 2367, 273, 2400]
- article-paragraph: In regard to the cricket matches of the week, play generally has been of a fair order. The weather was favourable throughout, and large attendances were present at most of the fixtures. The batting of several of the amateur clubs showed marked improvement over previous seasons, though the bowling in many instances was disappointing.: [5, 2114, 273, 2140]
- athletics-paragraph: EAST STIRLINGSHIRE GAMES.—The annual sports of this club took place on Saturday afternoon in presence of a large attendance. The weather was fine, and the track in good order. Results:—100 Yards Handicap—1, J. Scott; 2, W. Paterson; 3, A. Miller. Time, 10 3-5 sec. Quarter-Mile Handicap—1, R. Brown; 2, T. Robertson; 3, J. Young. Half-Mile Handicap—1, D. Murray; 2, J. Kerr. One Mile Handicap—1, A. Craig; 2, W. Stewart; 3, J. Hamilton.: [280, 234, 548, 266]
- article-paragraph: INNERLEITHEN GAMES.—The annual games were held on Saturday, when there was a large gathering of spectators. The wrestling and leaping contests were of a high order, and the prize list was well distributed among the competitors.: [280, 1558, 548, 1578]
- article-paragraph: During the course of the afternoon the football club committees met, and arrangements for the coming season were discussed at considerable length. Several new players have been secured by the clubs of the district, and there is every prospect of a strong season being experienced in the city. The finances of the local clubs are reported to be in a sound condition.: [5, 108, 273, 135]
- article-paragraph: In regard to the cricket matches of the week, play generally has been of a fair order. The weather was favourable throughout, and large attendances were present at most of the fixtures. The batting of several of the amateur clubs showed marked improvement over previous seasons, though the bowling in many instances was disappointing.: [5, 518, 273, 544]
- article-paragraph: HAWICK GAMES.—These games were held on Saturday in fine weather. There was a good attendance, and the competitions were keenly contested. The cycling events attracted a large entry, and several exciting finishes were witnessed.: [280, 424, 548, 444]
- article-paragraph: In regard to the cricket matches of the week, play generally has been of a fair order. The weather was favourable throughout, and large attendances were present at most of the fixtures. The batting of several of the amateur clubs showed marked improvement over previous seasons, though the bowling in many instances was disappointing.: [5, 134, 273, 160]
- article-paragraph: INNERLEITHEN GAMES.—The annual games were held on Saturday, when there was a large gathering of spectators. The wrestling and leaping contests were of a high order, and the prize list was well distributed among the competitors.: [280, 722, 548, 742]
- article-paragraph: INNERLEITHEN GAMES.—The annual games were held on Saturday, when there was a large gathering of spectators. The wrestling and leaping contests were of a high order, and the prize list was well distributed among the competitors.: [280, 861, 548, 881]
- notice-box: [280, 174, 548, 215]
- article-paragraph: HAWICK GAMES.—These games were held on Saturday in fine weather. There was a good attendance, and the competitions were keenly contested. The cycling events attracted a large entry, and several exciting finishes were witnessed.: [280, 1329, 548, 1349]
- article-paragraph: INNERLEITHEN GAMES.—The annual games were held on Saturday, when there was a large gathering of spectators. The wrestling and leaping contests were of a high order, and the prize list was well distributed among the competitors.: [280, 1488, 548, 1508]
- article-paragraph: In regard to the cricket matches of the week, play generally has been of a fair order. The weather was favourable throughout, and large attendances were present at most of the fixtures. The batting of several of the amateur clubs showed marked improvement over previous seasons, though the bowling in many instances was disappointing.: [5, 2228, 273, 2254]
- article-paragraph: The match between the local clubs on the same ground proved of a one-sided character, the home eleven winning easily by an innings and runs to spare. The batting of the winners throughout was of a vigorous description.: [280, 54, 548, 74]
- article-paragraph: The meeting of the Hibernians and Glasgow Celtic at Glasgow on Saturday afternoon brought another football season well within view. The fixture had an interesting aspect, since the result was to be looked to as an indication of the standard of play among the Irish clubs, and whether the local organisation still stood as it did in the closing months of last season. The attendance was large, the weather good, and the ground in excellent condition.: [5, 1341, 273, 1374]
- athletics-heading: ATHLETICS.: [389, 224, 440, 233]
- left-article-body: [5, 46, 273, 160]
- article-paragraph: EAST STIRLINGSHIRE GAMES.—The annual sports of this club took place on Saturday afternoon in presence of a large attendance. The weather was fine, and the track in good order. Results:—100 Yards Handicap—1, J. Scott; 2, W. Paterson; 3, A. Miller. Time, 10 3-5 sec. Quarter-Mile Handicap—1, R. Brown; 2, T. Robertson; 3, J. Young. Half-Mile Handicap—1, D. Murray; 2, J. Kerr. One Mile Handicap—1, A. Craig; 2, W. Stewart; 3, J. Hamilton.: [280, 1646, 548, 1679]
- article-paragraph: INNERLEITHEN GAMES.—The annual games were held on Saturday, when there was a large gathering of spectators. The wrestling and leaping contests were of a high order, and the prize list was well distributed among the competitors.: [280, 2324, 548, 2344]
- article-paragraph: In regard to the cricket matches of the week, play generally has been of a fair order. The weather was favourable throughout, and large attendances were present at most of the fixtures. The batting of several of the amateur clubs showed marked improvement over previous seasons, though the bowling in many instances was disappointing.: [5, 746, 273, 772]
- article-paragraph: In regard to the cricket matches of the week, play generally has been of a fair order. The weather was favourable throughout, and large attendances were present at most of the fixtures. The batting of several of the amateur clubs showed marked improvement over previous seasons, though the bowling in many instances was disappointing.: [5, 1088, 273, 1114]
- hearts-article-body: [5, 177, 273, 202]
- article-paragraph: During the course of the afternoon the football club committees met, and arrangements for the coming season were discussed at considerable length. Several new players have been secured by the clubs of the district, and there is every prospect of a strong season being experienced in the city. The finances of the local clubs are reported to be in a sound condition.: [5, 1063, 273, 1089]
- article-paragraph: In regard to the cricket matches of the week, play generally has been of a fair order. The weather was favourable throughout, and large attendances were present at most of the fixtures. The batting of several of the amateur clubs showed marked improvement over previous seasons, though the bowling in many instances was disappointing.: [5, 1886, 273, 1912]
- notice-box: [280, 112, 548, 173]
- article-paragraph: The match opened at a fast pace, and the Hibernians were soon pressing, the Celtic defence having to kick out on several occasions. Play for a time was of an even character, each side getting away in turn, and the half-time score showed both teams equal. After the change of ends the Celtic forwards improved, and in the closing stages they gained the lead, which they retained to the finish. The result was received with much enthusiasm by the spectators.: [5, 1259, 273, 1291]
- article-paragraph: HAWICK GAMES.—These games were held on Saturday in fine weather. There was a good attendance, and the competitions were keenly contested. The cycling events attracted a large entry, and several exciting finishes were witnessed.: [280, 1957, 548, 1977]
- article-paragraph: EAST STIRLINGSHIRE GAMES.—The annual sports of this club took place on Saturday afternoon in presence of a large attendance. The weather was fine, and the track in good order. Results:—100 Yards Handicap—1, J. Scott; 2, W. Paterson; 3, A. Miller. Time, 10 3-5 sec. Quarter-Mile Handicap—1, R. Brown; 2, T. Robertson; 3, J. Young. Half-Mile Handicap—1, D. Murray; 2, J. Kerr. One Mile Handicap—1, A. Craig; 2, W. Stewart; 3, J. Hamilton.: [280, 2343, 548, 2376]
- article-paragraph: During the course of the afternoon the football club committees met, and arrangements for the coming season were discussed at considerable length. Several new players have been secured by the clubs of the district, and there is every prospect of a strong season being experienced in the city. The finances of the local clubs are reported to be in a sound condition.: [5, 949, 273, 975]
- article-paragraph: INNERLEITHEN GAMES.—The annual games were held on Saturday, when there was a large gathering of spectators. The wrestling and leaping contests were of a high order, and the prize list was well distributed among the competitors.: [280, 1419, 548, 1439]
- article-paragraph: HAWICK GAMES.—These games were held on Saturday in fine weather. There was a good attendance, and the competitions were keenly contested. The cycling events attracted a large entry, and several exciting finishes were witnessed.: [280, 773, 548, 792]
- article-paragraph: HAWICK GAMES.—These games were held on Saturday in fine weather. There was a good attendance, and the competitions were keenly contested. The cycling events attracted a large entry, and several exciting finishes were witnessed.: [280, 1818, 548, 1838]
- article-paragraph: EAST STIRLINGSHIRE GAMES.—The annual sports of this club took place on Saturday afternoon in presence of a large attendance. The weather was fine, and the track in good order. Results:—100 Yards Handicap—1, J. Scott; 2, W. Paterson; 3, A. Miller. Time, 10 3-5 sec. Quarter-Mile Handicap—1, R. Brown; 2, T. Robertson; 3, J. Young. Half-Mile Handicap—1, D. Murray; 2, J. Kerr. One Mile Handicap—1, A. Craig; 2, W. Stewart; 3, J. Hamilton.: [280, 1507, 548, 1540]
- article-paragraph: The meeting of the Hibernians and Glasgow Celtic at Glasgow on Saturday afternoon brought another football season well within view. The fixture had an interesting aspect, since the result was to be looked to as an indication of the standard of play among the Irish clubs, and whether the local organisation still stood as it did in the closing months of last season. The attendance was large, the weather good, and the ground in excellent condition.: [5, 429, 273, 462]
- notice-line: ON SATURDAY, AUGUST 11,: [373, 129, 456, 136]
- article-paragraph: The meeting of the Hibernians and Glasgow Celtic at Glasgow on Saturday afternoon brought another football season well within view. The fixture had an interesting aspect, since the result was to be looked to as an indication of the standard of play among the Irish clubs, and whether the local organisation still stood as it did in the closing months of last season. The attendance was large, the weather good, and the ground in excellent condition.: [5, 1114, 273, 1146]
- article-paragraph: The meeting of the Hibernians and Glasgow Celtic at Glasgow on Saturday afternoon brought another football season well within view. The fixture had an interesting aspect, since the result was to be looked to as an indication of the standard of play among the Irish clubs, and whether the local organisation still stood as it did in the closing months of last season. The attendance was large, the weather good, and the ground in excellent condition.: [5, 1455, 273, 1488]
- article-paragraph: The meeting of the Hibernians and Glasgow Celtic at Glasgow on Saturday afternoon brought another football season well within view. The fixture had an interesting aspect, since the result was to be looked to as an indication of the standard of play among the Irish clubs, and whether the local organisation still stood as it did in the closing months of last season. The attendance was large, the weather good, and the ground in excellent condition.: [5, 1912, 273, 1944]
- notice-line: v.: [412, 150, 417, 157]
- article-paragraph: During the course of the afternoon the football club committees met, and arrangements for the coming season were discussed at considerable length. Several new players have been secured by the clubs of the district, and there is every prospect of a strong season being experienced in the city. The finances of the local clubs are reported to be in a sound condition.: [5, 1176, 273, 1203]
- notice-title: VACANT DATES.: [386, 79, 443, 88]
- article-paragraph: In regard to the cricket matches of the week, play generally has been of a fair order. The weather was favourable throughout, and large attendances were present at most of the fixtures. The batting of several of the amateur clubs showed marked improvement over previous seasons, though the bowling in many instances was disappointing.: [5, 1430, 273, 1456]
- article-paragraph: EAST STIRLINGSHIRE GAMES.—The annual sports of this club took place on Saturday afternoon in presence of a large attendance. The weather was fine, and the track in good order. Results:—100 Yards Handicap—1, J. Scott; 2, W. Paterson; 3, A. Miller. Time, 10 3-5 sec. Quarter-Mile Handicap—1, R. Brown; 2, T. Robertson; 3, J. Young. Half-Mile Handicap—1, D. Murray; 2, J. Kerr. One Mile Handicap—1, A. Craig; 2, W. Stewart; 3, J. Hamilton.: [280, 1925, 548, 1958]
